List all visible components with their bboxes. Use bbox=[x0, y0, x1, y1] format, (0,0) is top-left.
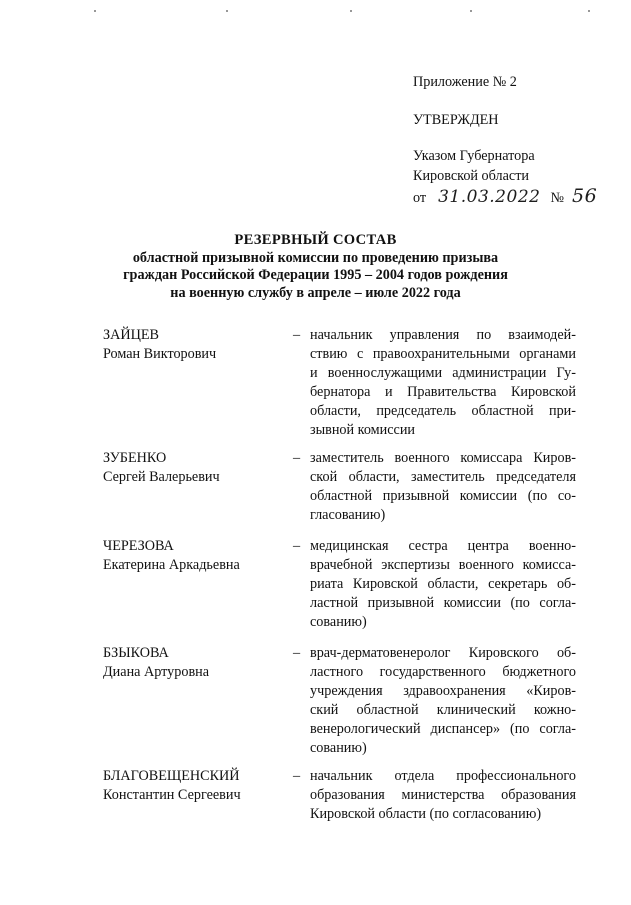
handwritten-date: 31.03.2022 bbox=[438, 187, 541, 207]
description-line: риата Кировской области, секретарь об- bbox=[310, 576, 576, 592]
member-description bbox=[310, 767, 576, 824]
member-dash: – bbox=[293, 645, 301, 661]
member-given-name: Диана Артуровна bbox=[103, 664, 210, 680]
scan-dot bbox=[470, 10, 472, 12]
description-line: врачебной экспертизы военного комисса- bbox=[310, 557, 576, 573]
number-sign: № bbox=[550, 190, 564, 206]
member-given-name: Роман Викторович bbox=[103, 346, 217, 362]
description-line: бернатора и Правительства Кировской bbox=[310, 384, 576, 400]
description-line: сованию) bbox=[310, 740, 367, 756]
member-dash: – bbox=[293, 768, 301, 784]
member-surname: ЧЕРЕЗОВА bbox=[103, 538, 174, 554]
heading-line-3: граждан Российской Федерации 1995 – 2004 годов рождения bbox=[123, 267, 508, 283]
description-line: ластной призывной комиссии (по согла- bbox=[310, 595, 576, 611]
member-dash: – bbox=[293, 538, 301, 554]
description-line: ской области, заместитель председателя bbox=[310, 469, 576, 485]
description-line: начальник отдела профессионального bbox=[310, 768, 576, 784]
description-line: области, председатель областной при- bbox=[310, 403, 576, 419]
appendix-label: Приложение № 2 bbox=[413, 74, 517, 90]
member-surname: БЗЫКОВА bbox=[103, 645, 169, 661]
member-name bbox=[103, 644, 209, 682]
decree-line-1: Указом Губернатора bbox=[413, 148, 535, 164]
description-line: венерологический диспансер» (по согла- bbox=[310, 721, 576, 737]
member-surname: ЗУБЕНКО bbox=[103, 450, 167, 466]
scan-dot bbox=[588, 10, 590, 12]
member-dash: – bbox=[293, 450, 301, 466]
decree-date-line bbox=[413, 186, 597, 208]
member-surname: ЗАЙЦЕВ bbox=[103, 327, 159, 343]
description-line: областной призывной комиссии (по со- bbox=[310, 488, 576, 504]
description-line: Кировской области (по согласованию) bbox=[310, 806, 542, 822]
member-dash: – bbox=[293, 327, 301, 343]
member-name bbox=[103, 326, 216, 364]
description-line: гласованию) bbox=[310, 507, 386, 523]
description-line: начальник управления по взаимодей- bbox=[310, 327, 576, 343]
document-heading bbox=[0, 232, 631, 302]
heading-line-2: областной призывной комиссии по проведению призыва bbox=[132, 249, 499, 266]
description-line: и военнослужащими администрации Гу- bbox=[310, 365, 576, 381]
description-line: медицинская сестра центра военно- bbox=[310, 538, 576, 554]
member-name bbox=[103, 537, 240, 575]
decree-line-2: Кировской области bbox=[413, 168, 529, 184]
description-line: зывной комиссии bbox=[310, 422, 416, 438]
member-surname: БЛАГОВЕЩЕНСКИЙ bbox=[103, 768, 240, 784]
document-title: РЕЗЕРВНЫЙ СОСТАВ bbox=[234, 232, 397, 248]
description-line: ствию с правоохранительными органами bbox=[310, 346, 576, 362]
member-description bbox=[310, 449, 576, 525]
description-line: ластного государственного бюджетного bbox=[310, 664, 576, 680]
member-given-name: Сергей Валерьевич bbox=[103, 469, 220, 485]
member-description bbox=[310, 326, 576, 440]
member-name bbox=[103, 449, 220, 487]
from-label: от bbox=[413, 190, 427, 206]
heading-line-4: на военную службу в апреле – июле 2022 года bbox=[170, 284, 461, 301]
member-name bbox=[103, 767, 241, 805]
description-line: сованию) bbox=[310, 614, 367, 630]
member-given-name: Екатерина Аркадьевна bbox=[103, 557, 240, 573]
scan-dot bbox=[94, 10, 96, 12]
description-line: учреждения здравоохранения «Киров- bbox=[310, 683, 576, 699]
approval-block bbox=[413, 72, 597, 208]
member-description bbox=[310, 644, 576, 758]
member-given-name: Константин Сергеевич bbox=[103, 787, 241, 803]
member-description bbox=[310, 537, 576, 632]
description-line: заместитель военного комиссара Киров- bbox=[310, 450, 576, 466]
description-line: ский областной клинический кожно- bbox=[310, 702, 576, 718]
description-line: образования министерства образования bbox=[310, 787, 576, 803]
approved-label: УТВЕРЖДЕН bbox=[413, 112, 499, 128]
scan-dot bbox=[350, 10, 352, 12]
scan-dot bbox=[226, 10, 228, 12]
handwritten-number: 56 bbox=[572, 185, 598, 207]
description-line: врач-дерматовенеролог Кировского об- bbox=[310, 645, 576, 661]
